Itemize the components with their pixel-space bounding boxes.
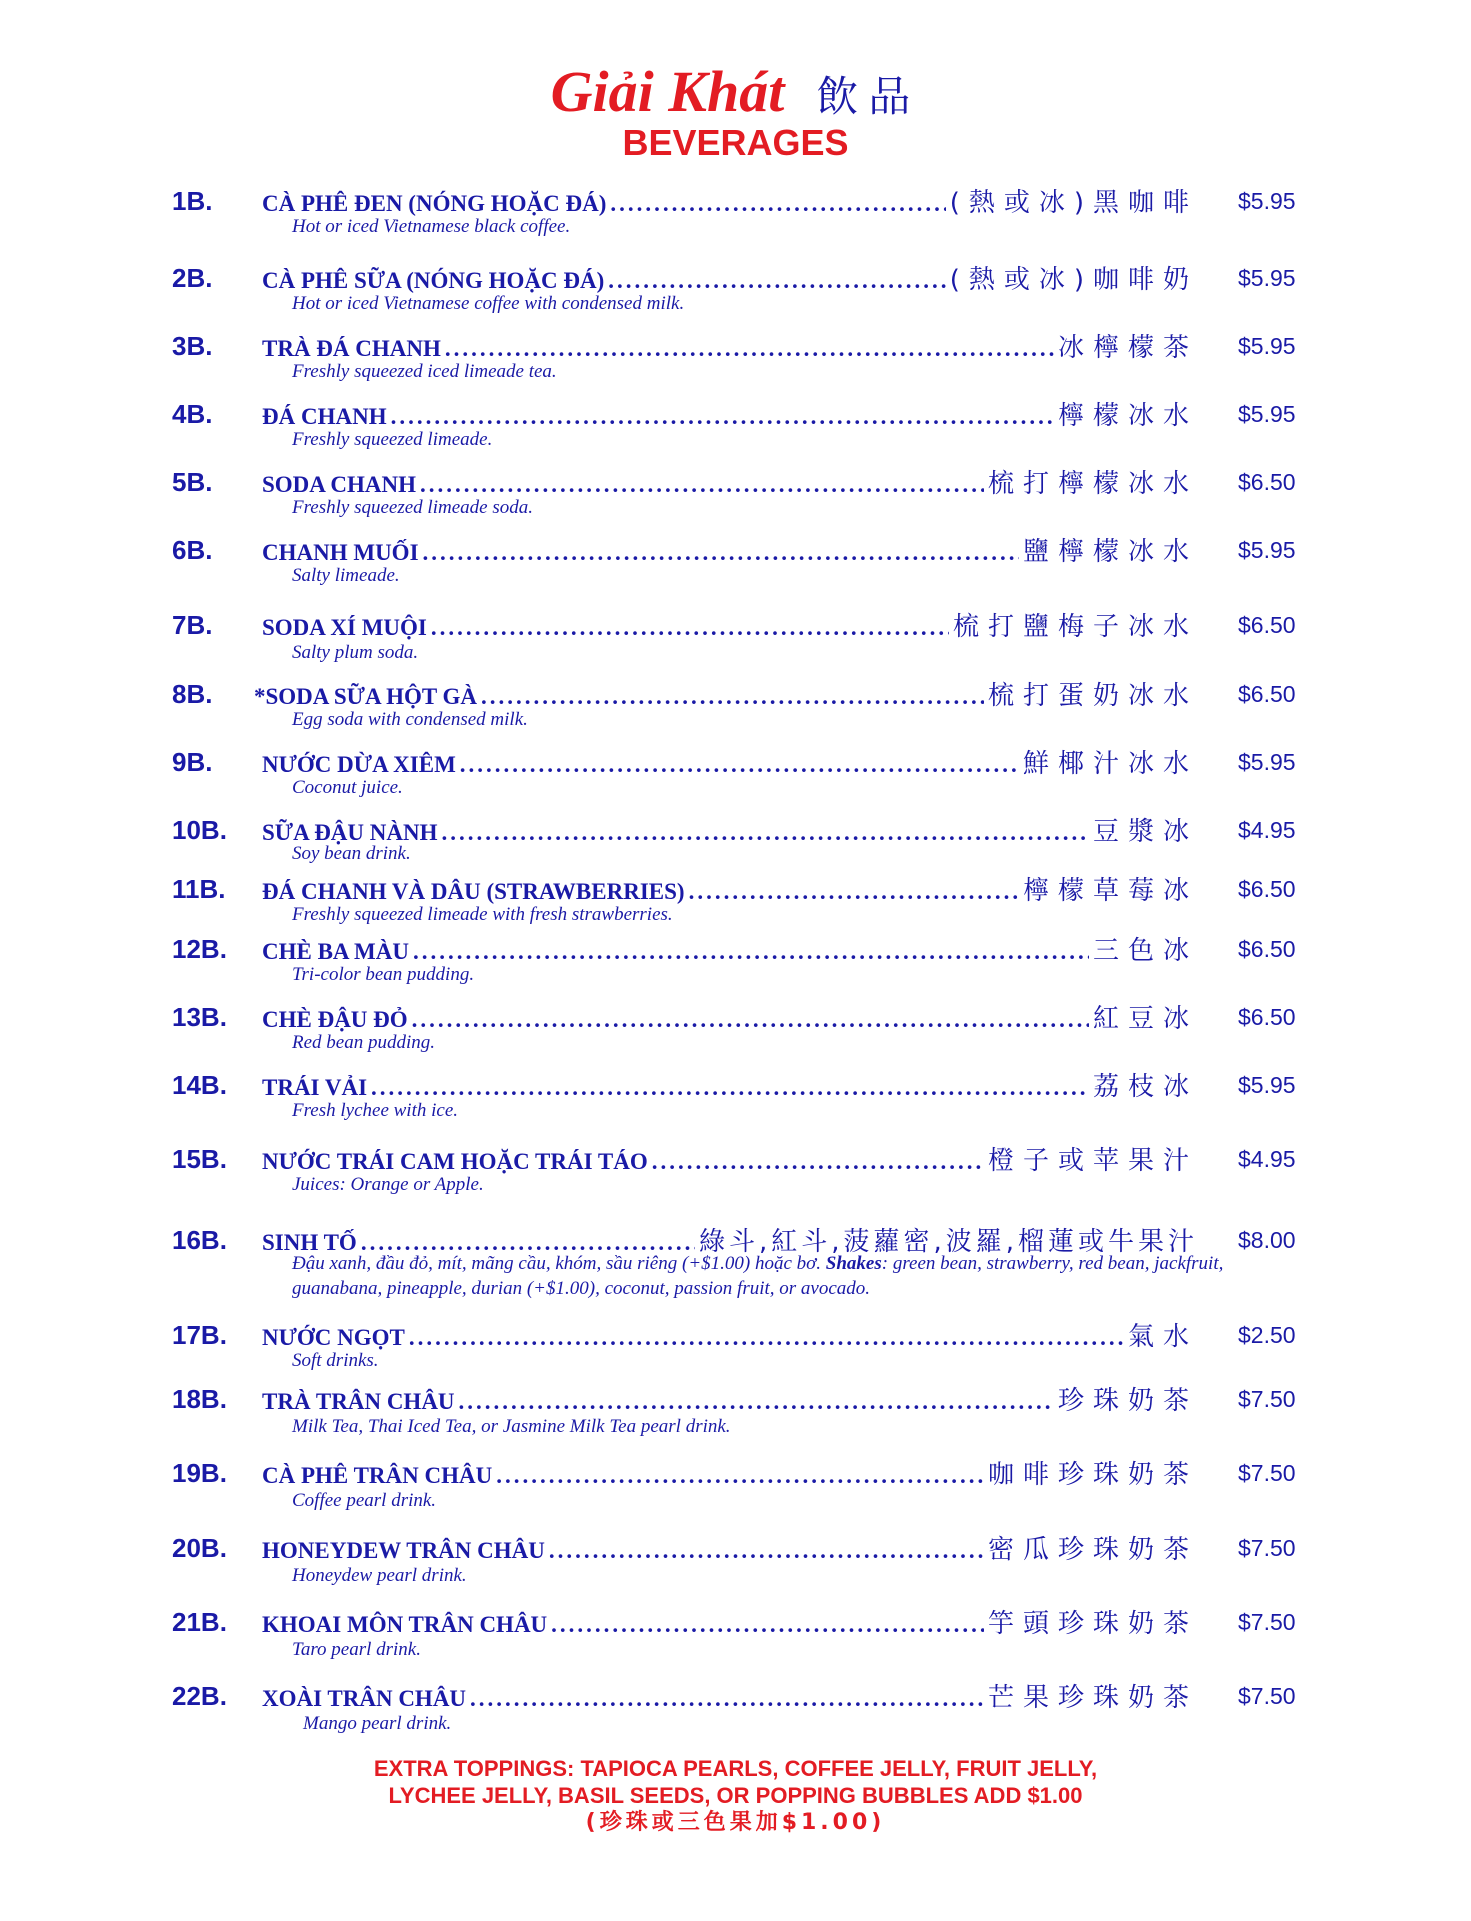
item-number: 11B.: [172, 874, 226, 904]
item-name: CHÈ ĐẬU ĐỎ: [262, 1007, 408, 1032]
item-description: Freshly squeezed iced limeade tea.: [292, 361, 557, 382]
item-description: Freshly squeezed limeade with fresh strawberries.: [292, 904, 673, 925]
item-price: $6.50: [1238, 469, 1296, 495]
item-name: TRÀ ĐÁ CHANH: [262, 336, 441, 361]
item-price: $6.50: [1238, 681, 1296, 707]
item-price: $7.50: [1238, 1535, 1296, 1561]
item-number: 2B.: [172, 263, 213, 293]
item-chinese-name: 三色冰: [1092, 936, 1198, 966]
dot-leader: [549, 1538, 984, 1564]
item-name: CÀ PHÊ ĐEN (NÓNG HOẶC ĐÁ): [262, 191, 607, 216]
item-name: *SODA SỮA HỘT GÀ: [254, 684, 478, 709]
item-description: Salty limeade.: [292, 565, 400, 586]
item-chinese-name: 豆漿冰: [1092, 817, 1198, 847]
item-price: $6.50: [1238, 936, 1296, 962]
item-name: HONEYDEW TRÂN CHÂU: [262, 1538, 545, 1563]
item-number: 19B.: [172, 1458, 227, 1488]
item-chinese-name: 鹽檸檬冰水: [1022, 537, 1198, 567]
item-name: ĐÁ CHANH: [262, 404, 387, 429]
item-chinese-name: 竽頭珍珠奶茶: [987, 1609, 1198, 1639]
item-price: $6.50: [1238, 876, 1296, 902]
item-chinese-name: 橙子或苹果汁: [987, 1146, 1198, 1176]
item-description: Taro pearl drink.: [292, 1639, 421, 1660]
item-name: CÀ PHÊ SỮA (NÓNG HOẶC ĐÁ): [262, 268, 605, 293]
item-number: 6B.: [172, 535, 213, 565]
item-name: NƯỚC NGỌT: [262, 1325, 405, 1350]
item-description: Milk Tea, Thai Iced Tea, or Jasmine Milk Tea pearl drink.: [292, 1416, 731, 1437]
item-name: CHÈ BA MÀU: [262, 939, 409, 964]
item-price: $6.50: [1238, 612, 1296, 638]
toppings-line-3: (珍珠或三色果加$1.00): [585, 1810, 886, 1835]
dot-leader: [431, 615, 949, 641]
item-number: 9B.: [172, 747, 213, 777]
item-price: $7.50: [1238, 1386, 1296, 1412]
item-chinese-name: 冰檸檬茶: [1057, 333, 1198, 363]
item-chinese-name: 梳打檸檬冰水: [987, 469, 1198, 499]
item-price: $5.95: [1238, 265, 1296, 291]
item-chinese-name: 珍珠奶茶: [1057, 1386, 1198, 1416]
item-price: $4.95: [1238, 1146, 1296, 1172]
toppings-line-1: EXTRA TOPPINGS: TAPIOCA PEARLS, COFFEE JELLY, FRUIT JELLY,: [373, 1756, 1098, 1781]
item-description: Salty plum soda.: [292, 642, 419, 663]
item-price: $5.95: [1238, 188, 1296, 214]
item-chinese-name: 梳打鹽梅子冰水: [952, 612, 1198, 642]
item-name: TRÀ TRÂN CHÂU: [262, 1389, 455, 1414]
item-chinese-name: 梳打蛋奶冰水: [987, 681, 1198, 711]
dot-leader: [496, 1463, 984, 1489]
item-price: $8.00: [1238, 1227, 1296, 1253]
item-description: Fresh lychee with ice.: [292, 1100, 459, 1121]
item-number: 5B.: [172, 467, 213, 497]
item-number: 10B.: [172, 815, 227, 845]
item-chinese-name: 綠斗,紅斗,菠蘿密,波羅,榴蓮或牛果汁: [698, 1227, 1198, 1257]
item-number: 20B.: [172, 1533, 227, 1563]
item-name: NƯỚC TRÁI CAM HOẶC TRÁI TÁO: [262, 1149, 648, 1174]
item-price: $7.50: [1238, 1683, 1296, 1709]
item-number: 1B.: [172, 186, 213, 216]
item-name: TRÁI VẢI: [262, 1075, 368, 1100]
item-description: [292, 1251, 1292, 1301]
item-price: $5.95: [1238, 537, 1296, 563]
item-name: ĐÁ CHANH VÀ DÂU (STRAWBERRIES): [262, 879, 685, 904]
item-description: Hot or iced Vietnamese coffee with condensed milk.: [292, 293, 685, 314]
item-number: 4B.: [172, 399, 213, 429]
item-number: 8B.: [172, 679, 213, 709]
item-number: 16B.: [172, 1225, 227, 1255]
item-chinese-name: 密瓜珍珠奶茶: [987, 1535, 1198, 1565]
item-chinese-name: (熱或冰)咖啡奶: [949, 265, 1198, 295]
item-price: $7.50: [1238, 1460, 1296, 1486]
item-number: 21B.: [172, 1607, 227, 1637]
item-number: 15B.: [172, 1144, 227, 1174]
item-number: 18B.: [172, 1384, 227, 1414]
item-chinese-name: 鮮椰汁冰水: [1022, 749, 1198, 779]
item-description: Red bean pudding.: [292, 1032, 436, 1053]
item-description: Honeydew pearl drink.: [292, 1565, 467, 1586]
item-number: 7B.: [172, 610, 213, 640]
dot-leader: [551, 1612, 984, 1638]
item-description-vn: Đậu xanh, đầu đỏ, mít, mãng cầu, khóm, sầu riêng (+$1.00) hoặc bơ.: [292, 1253, 826, 1274]
item-description: Juices: Orange or Apple.: [292, 1174, 484, 1195]
item-description-en: : green bean, strawberry, red bean, jackfruit, guanabana, pineapple, durian (+$1.00), coconut, passion fruit, or avocado.: [292, 1253, 1224, 1299]
item-number: 12B.: [172, 934, 227, 964]
item-number: 3B.: [172, 331, 213, 361]
item-chinese-name: 荔枝冰: [1092, 1072, 1198, 1102]
item-description: Hot or iced Vietnamese black coffee.: [292, 216, 571, 237]
item-description: Soy bean drink.: [292, 843, 411, 864]
item-chinese-name: 紅豆冰: [1092, 1004, 1198, 1034]
item-chinese-name: 檸檬冰水: [1057, 401, 1198, 431]
item-description: Coffee pearl drink.: [292, 1490, 437, 1511]
item-name: CÀ PHÊ TRÂN CHÂU: [262, 1463, 493, 1488]
item-number: 13B.: [172, 1002, 227, 1032]
item-name: SỮA ĐẬU NÀNH: [262, 820, 438, 845]
item-chinese-name: 氣水: [1127, 1322, 1198, 1352]
item-description: Tri-color bean pudding.: [292, 964, 475, 985]
item-price: $6.50: [1238, 1004, 1296, 1030]
item-price: $5.95: [1238, 333, 1296, 359]
item-description: Mango pearl drink.: [303, 1713, 452, 1734]
item-description: Freshly squeezed limeade soda.: [292, 497, 533, 518]
item-name: SINH TỐ: [262, 1230, 357, 1255]
item-price: $5.95: [1238, 401, 1296, 427]
item-number: 22B.: [172, 1681, 227, 1711]
item-description: Soft drinks.: [292, 1350, 379, 1371]
item-description: Egg soda with condensed milk.: [292, 709, 528, 730]
item-price: $2.50: [1238, 1322, 1296, 1348]
item-chinese-name: 咖啡珍珠奶茶: [987, 1460, 1198, 1490]
item-name: KHOAI MÔN TRÂN CHÂU: [262, 1612, 548, 1637]
item-name: NƯỚC DỪA XIÊM: [262, 752, 456, 777]
item-number: 14B.: [172, 1070, 227, 1100]
item-price: $7.50: [1238, 1609, 1296, 1635]
item-name: CHANH MUỐI: [262, 540, 419, 565]
page-subtitle: BEVERAGES: [622, 122, 849, 163]
title-vietnamese: Giải Khát: [550, 59, 785, 124]
item-price: $5.95: [1238, 1072, 1296, 1098]
item-description: Freshly squeezed limeade.: [292, 429, 493, 450]
page-title: [0, 58, 1471, 125]
item-name: SODA CHANH: [262, 472, 416, 497]
item-number: 17B.: [172, 1320, 227, 1350]
item-chinese-name: 芒果珍珠奶茶: [987, 1683, 1198, 1713]
item-name: SODA XÍ MUỘI: [262, 615, 427, 640]
toppings-line-2: LYCHEE JELLY, BASIL SEEDS, OR POPPING BUBBLES ADD $1.00: [388, 1783, 1083, 1808]
item-description: Coconut juice.: [292, 777, 403, 798]
item-price: $5.95: [1238, 749, 1296, 775]
item-price: $4.95: [1238, 817, 1296, 843]
item-chinese-name: 檸檬草莓冰: [1022, 876, 1198, 906]
item-name: XOÀI TRÂN CHÂU: [262, 1686, 467, 1711]
item-description-shakes: Shakes: [825, 1253, 882, 1274]
title-chinese: 飲品: [816, 72, 921, 121]
dot-leader: [470, 1686, 984, 1712]
dot-leader: [459, 1389, 1054, 1415]
item-chinese-name: (熱或冰)黑咖啡: [949, 188, 1198, 218]
extra-toppings-note: [0, 1755, 1471, 1836]
